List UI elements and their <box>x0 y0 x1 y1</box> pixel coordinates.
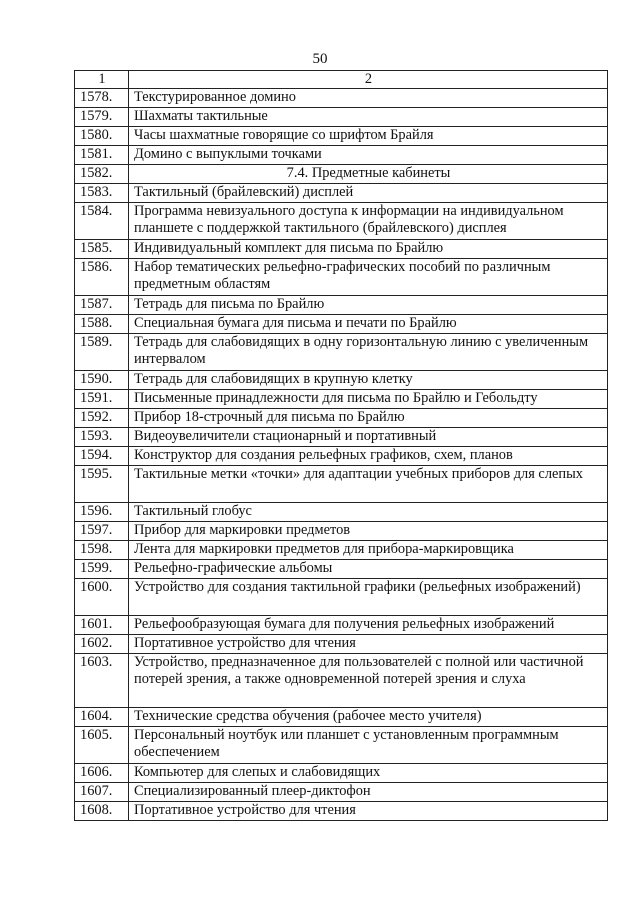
row-number: 1578. <box>75 89 129 108</box>
table-row <box>75 579 608 616</box>
table-row <box>75 541 608 560</box>
row-text: Технические средства обучения (рабочее место учителя) <box>129 708 608 727</box>
table-row <box>75 764 608 783</box>
row-text: Рельефно-графические альбомы <box>129 560 608 579</box>
row-number: 1607. <box>75 783 129 802</box>
section-row <box>75 165 608 184</box>
column-header-number: 1 <box>75 71 129 89</box>
equipment-table <box>74 70 608 821</box>
section-title: 7.4. Предметные кабинеты <box>129 165 608 184</box>
row-number: 1583. <box>75 184 129 203</box>
row-text: Набор тематических рельефно-графических пособий по различным предметным областям <box>129 259 608 296</box>
row-number: 1604. <box>75 708 129 727</box>
table-row <box>75 259 608 296</box>
row-number: 1592. <box>75 409 129 428</box>
table-row <box>75 522 608 541</box>
table-row <box>75 146 608 165</box>
row-number: 1593. <box>75 428 129 447</box>
row-number: 1599. <box>75 560 129 579</box>
table-row <box>75 447 608 466</box>
row-text: Индивидуальный комплект для письма по Брайлю <box>129 240 608 259</box>
row-number: 1603. <box>75 654 129 708</box>
table-row <box>75 466 608 503</box>
row-number: 1598. <box>75 541 129 560</box>
row-text: Портативное устройство для чтения <box>129 635 608 654</box>
row-number: 1608. <box>75 802 129 821</box>
row-text: Тактильный глобус <box>129 503 608 522</box>
row-text: Специальная бумага для письма и печати по Брайлю <box>129 315 608 334</box>
row-text: Специализированный плеер-диктофон <box>129 783 608 802</box>
row-number: 1602. <box>75 635 129 654</box>
row-text: Прибор для маркировки предметов <box>129 522 608 541</box>
table-row <box>75 727 608 764</box>
table-row <box>75 184 608 203</box>
table-row <box>75 89 608 108</box>
row-text: Видеоувеличители стационарный и портативный <box>129 428 608 447</box>
row-number: 1591. <box>75 390 129 409</box>
row-number: 1600. <box>75 579 129 616</box>
row-number: 1596. <box>75 503 129 522</box>
row-text: Устройство для создания тактильной графики (рельефных изображений) <box>129 579 608 616</box>
table-row <box>75 783 608 802</box>
row-text: Программа невизуального доступа к информации на индивидуальном планшете с поддержкой тактильного (брайлевского) дисплея <box>129 203 608 240</box>
table-row <box>75 334 608 371</box>
table-row <box>75 428 608 447</box>
row-text: Тактильный (брайлевский) дисплей <box>129 184 608 203</box>
table-row <box>75 708 608 727</box>
table-row <box>75 127 608 146</box>
row-text: Текстурированное домино <box>129 89 608 108</box>
row-text: Компьютер для слепых и слабовидящих <box>129 764 608 783</box>
row-number: 1594. <box>75 447 129 466</box>
row-text: Тетрадь для слабовидящих в одну горизонтальную линию с увеличенным интервалом <box>129 334 608 371</box>
table-row <box>75 315 608 334</box>
table-header-row <box>75 71 608 89</box>
row-text: Шахматы тактильные <box>129 108 608 127</box>
table-row <box>75 390 608 409</box>
row-text: Тетрадь для письма по Брайлю <box>129 296 608 315</box>
table-row <box>75 203 608 240</box>
table-row <box>75 635 608 654</box>
row-number: 1588. <box>75 315 129 334</box>
row-number: 1581. <box>75 146 129 165</box>
row-text: Тетрадь для слабовидящих в крупную клетку <box>129 371 608 390</box>
row-text: Портативное устройство для чтения <box>129 802 608 821</box>
row-number: 1601. <box>75 616 129 635</box>
row-number: 1587. <box>75 296 129 315</box>
row-text: Письменные принадлежности для письма по Брайлю и Гебольдту <box>129 390 608 409</box>
row-number: 1579. <box>75 108 129 127</box>
row-text: Рельефообразующая бумага для получения рельефных изображений <box>129 616 608 635</box>
row-number: 1595. <box>75 466 129 503</box>
row-number: 1584. <box>75 203 129 240</box>
row-text: Домино с выпуклыми точками <box>129 146 608 165</box>
row-text: Тактильные метки «точки» для адаптации учебных приборов для слепых <box>129 466 608 503</box>
row-text: Персональный ноутбук или планшет с установленным программным обеспечением <box>129 727 608 764</box>
row-number: 1590. <box>75 371 129 390</box>
table-row <box>75 560 608 579</box>
row-text: Лента для маркировки предметов для прибора-маркировщика <box>129 541 608 560</box>
table-row <box>75 802 608 821</box>
row-number: 1586. <box>75 259 129 296</box>
table-row <box>75 371 608 390</box>
row-text: Часы шахматные говорящие со шрифтом Брайля <box>129 127 608 146</box>
table-row <box>75 503 608 522</box>
row-text: Прибор 18-строчный для письма по Брайлю <box>129 409 608 428</box>
table-row <box>75 296 608 315</box>
table-row <box>75 616 608 635</box>
page-number: 50 <box>312 51 328 67</box>
table-row <box>75 654 608 708</box>
row-number: 1605. <box>75 727 129 764</box>
row-text: Конструктор для создания рельефных графиков, схем, планов <box>129 447 608 466</box>
row-number: 1580. <box>75 127 129 146</box>
row-number: 1589. <box>75 334 129 371</box>
table-row <box>75 409 608 428</box>
column-header-name: 2 <box>129 71 608 89</box>
row-number: 1585. <box>75 240 129 259</box>
row-number: 1582. <box>75 165 129 184</box>
table-row <box>75 240 608 259</box>
row-number: 1597. <box>75 522 129 541</box>
table-row <box>75 108 608 127</box>
row-text: Устройство, предназначенное для пользователей с полной или частичной потерей зрения, а также одновременной потерей зрения и слуха <box>129 654 608 708</box>
row-number: 1606. <box>75 764 129 783</box>
